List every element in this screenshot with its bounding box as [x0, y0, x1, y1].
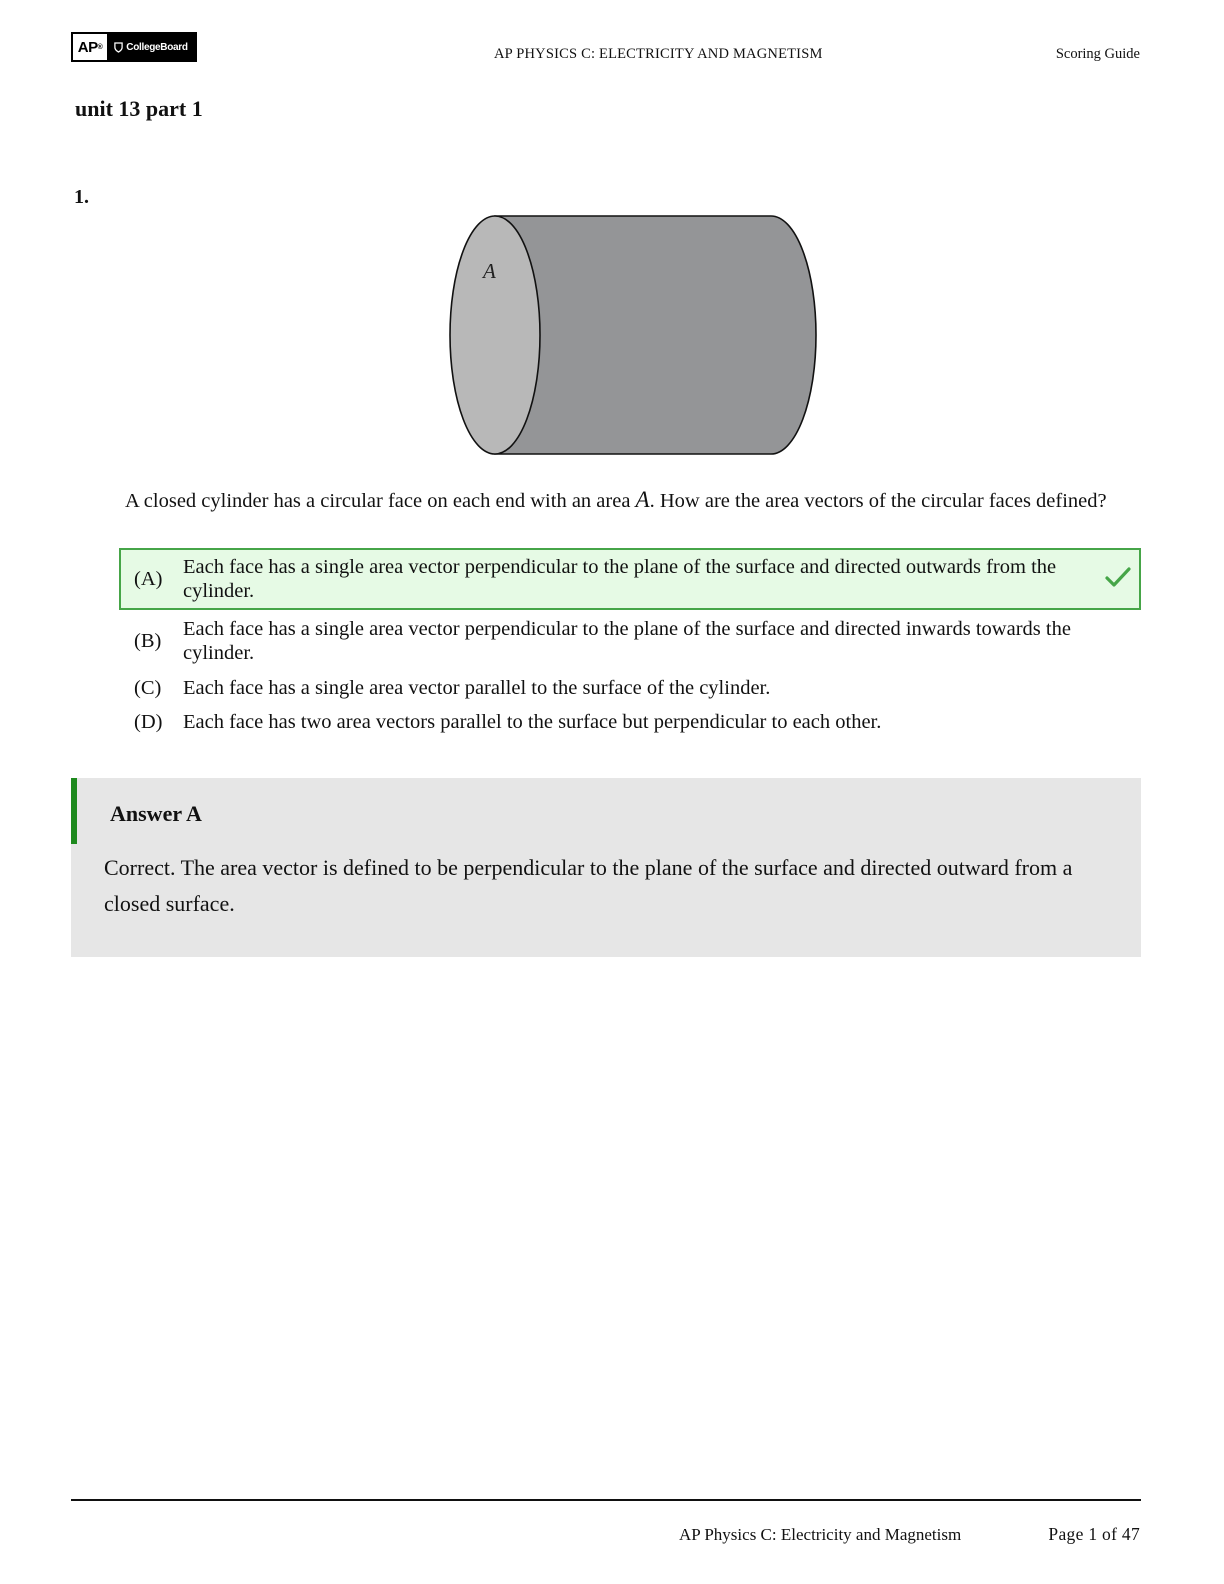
footer-divider: [71, 1499, 1141, 1501]
ap-collegeboard-logo: [71, 32, 197, 62]
header-guide: Scoring Guide: [1055, 46, 1140, 62]
page-number: Page 1 of 47: [1048, 1524, 1140, 1544]
answer-choices: [119, 548, 1141, 738]
answer-accent-bar: [71, 778, 77, 844]
figure-label-a: A: [483, 259, 496, 283]
stem-text-before: A closed cylinder has a circular face on each end with an area: [125, 490, 636, 512]
header-subject: AP PHYSICS C: ELECTRICITY AND MAGNETISM: [494, 46, 823, 62]
footer-subject: AP Physics C: Electricity and Magnetism: [679, 1525, 962, 1544]
choice-d[interactable]: [119, 706, 1141, 738]
answer-title: Answer A: [110, 801, 202, 826]
choice-text: Each face has a single area vector perpendicular to the plane of the surface and directed outwards from the cylinder.: [183, 556, 1057, 602]
logo-ap-mark: AP ®: [73, 34, 107, 60]
choice-text: Each face has a single area vector parallel to the surface of the cylinder.: [183, 677, 771, 699]
stem-text-after: . How are the area vectors of the circular faces defined?: [649, 490, 1107, 512]
choice-b[interactable]: [119, 612, 1141, 670]
choice-letter: (B): [134, 630, 162, 652]
shield-icon: [114, 42, 123, 53]
checkmark-icon: [1105, 566, 1131, 588]
choice-c[interactable]: [119, 672, 1141, 704]
answer-explanation: Correct. The area vector is defined to be perpendicular to the plane of the surface and directed outward from a closed surface.: [104, 855, 1073, 916]
choice-text: Each face has a single area vector perpendicular to the plane of the surface and directed inwards towards the cylinder.: [183, 618, 1071, 664]
stem-variable: A: [635, 487, 650, 512]
logo-collegeboard-mark: CollegeBoard: [107, 34, 195, 60]
cylinder-end-face: [450, 216, 540, 454]
choice-text: Each face has two area vectors parallel to the surface but perpendicular to each other.: [183, 711, 882, 733]
choice-a[interactable]: [119, 548, 1141, 610]
question-number: 1.: [74, 186, 89, 208]
page-title: unit 13 part 1: [75, 96, 203, 121]
choice-letter: (C): [134, 677, 162, 699]
choice-letter: (D): [134, 711, 163, 733]
cylinder-body: [495, 216, 816, 454]
choice-letter: (A): [134, 568, 163, 590]
answer-explanation-box: [71, 778, 1141, 957]
question-stem: [125, 488, 1115, 513]
cylinder-figure: [445, 212, 821, 460]
